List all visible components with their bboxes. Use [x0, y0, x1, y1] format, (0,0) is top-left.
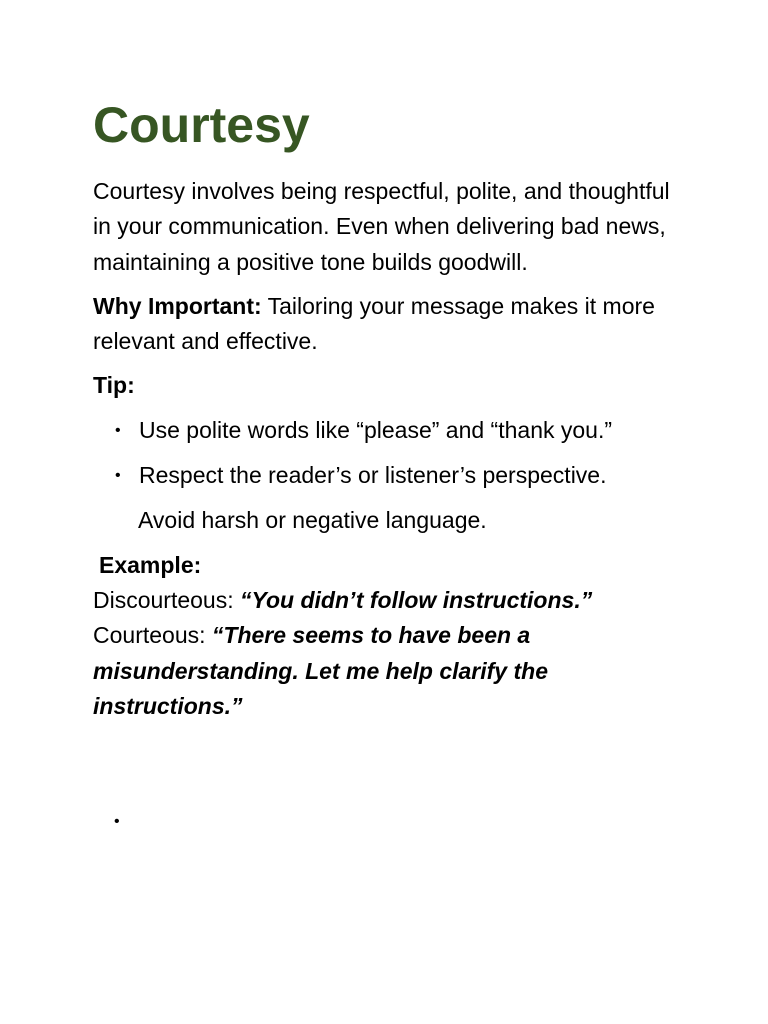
courteous-example [93, 618, 683, 724]
intro-paragraph: Courtesy involves being respectful, polite, and thoughtful in your communication. Even when delivering bad news, maintaining a positive tone builds goodwill. [93, 178, 670, 275]
example-heading: Example: [99, 551, 202, 578]
tip-item-text: Respect the reader’s or listener’s perspective. [139, 462, 607, 489]
discourteous-quote: “You didn’t follow instructions.” [240, 586, 593, 613]
courteous-label: Courteous: [93, 622, 212, 649]
document-page [93, 92, 683, 724]
why-important-paragraph [93, 289, 683, 360]
tip-extra-text: Avoid harsh or negative language. [138, 507, 487, 534]
tip-item-text: Use polite words like “please” and “thank you.” [139, 416, 613, 443]
discourteous-label: Discourteous: [93, 586, 241, 613]
courteous-quote: “There seems to have been a misunderstanding. Let me help clarify the instructions.” [93, 622, 548, 719]
list-item [93, 413, 683, 448]
tip-list [93, 413, 683, 494]
empty-bullet-icon: • [114, 813, 120, 830]
tip-heading: Tip: [93, 372, 135, 399]
discourteous-example [93, 583, 683, 618]
why-important-text: Tailoring your message makes it more relevant and effective. [93, 292, 655, 355]
bullet-icon: • [115, 467, 121, 485]
why-important-label: Why Important: [93, 292, 262, 319]
bullet-icon: • [115, 421, 121, 439]
list-item [93, 458, 683, 493]
page-title: Courtesy [93, 97, 310, 153]
